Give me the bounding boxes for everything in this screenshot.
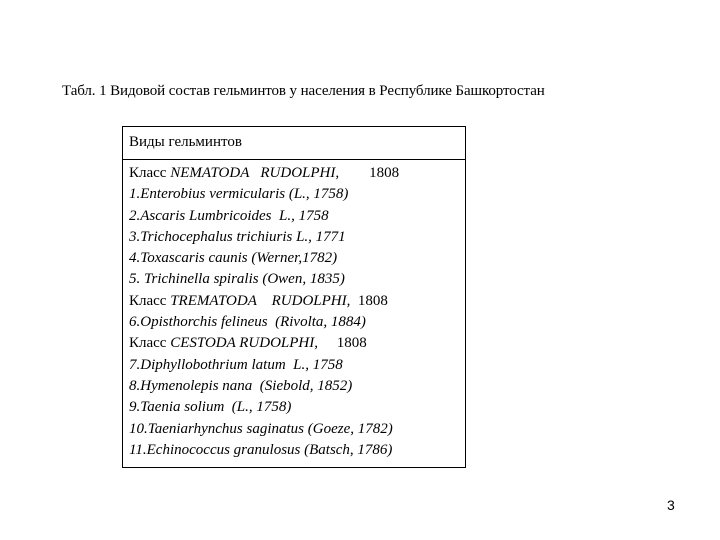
- row-prefix: Класс: [129, 165, 171, 181]
- table-row-species: [129, 269, 465, 290]
- table-row-species: [129, 248, 465, 269]
- helminth-table: [122, 126, 466, 468]
- row-text: 7.Diphyllobothrium latum L., 1758: [129, 356, 343, 373]
- table-header: Виды гельминтов: [123, 127, 465, 160]
- table-row-class: [129, 291, 465, 312]
- row-text: 9.Taenia solium (L., 1758): [129, 399, 292, 416]
- row-prefix: Класс: [129, 292, 171, 309]
- row-year: 1808: [318, 335, 367, 352]
- table-body: [123, 160, 465, 461]
- row-text: 6.Opisthorchis felineus (Rivolta, 1884): [129, 314, 366, 331]
- table-row-species: [129, 419, 465, 440]
- table-row-species: [129, 376, 465, 397]
- table-row-class: [129, 163, 465, 184]
- table-row-species: [129, 440, 465, 461]
- table-row-species: [129, 227, 465, 248]
- table-caption: Табл. 1 Видовой состав гельминтов у населения в Республике Башкортостан: [62, 83, 545, 99]
- row-text: 10.Taeniarhynchus saginatus (Goeze, 1782): [129, 420, 393, 437]
- row-text: 2.Ascaris Lumbricoides L., 1758: [129, 207, 329, 224]
- row-text: NEMATODA RUDOLPHI,: [170, 165, 340, 181]
- table-row-class: [129, 333, 465, 354]
- table-row-species: [129, 206, 465, 227]
- row-text: 8.Hymenolepis nana (Siebold, 1852): [129, 377, 353, 394]
- row-prefix: Класс: [129, 335, 171, 352]
- row-text: CESTODA RUDOLPHI,: [170, 335, 319, 352]
- row-text: TREMATODA RUDOLPHI,: [170, 292, 351, 309]
- page-number: 3: [667, 497, 675, 513]
- row-text: 1.Enterobius vermicularis (L., 1758): [129, 186, 349, 203]
- row-text: 11.Echinococcus granulosus (Batsch, 1786): [129, 441, 393, 458]
- table-row-species: [129, 355, 465, 376]
- row-text: 3.Trichocephalus trichiuris L., 1771: [129, 228, 346, 245]
- row-year: 1808: [350, 292, 388, 309]
- row-year: 1808: [339, 165, 400, 181]
- row-text: 5. Trichinella spiralis (Owen, 1835): [129, 271, 345, 288]
- table-row-species: [129, 397, 465, 418]
- table-row-species: [129, 184, 465, 205]
- row-text: 4.Toxascaris caunis (Werner,1782): [129, 250, 338, 267]
- table-row-species: [129, 312, 465, 333]
